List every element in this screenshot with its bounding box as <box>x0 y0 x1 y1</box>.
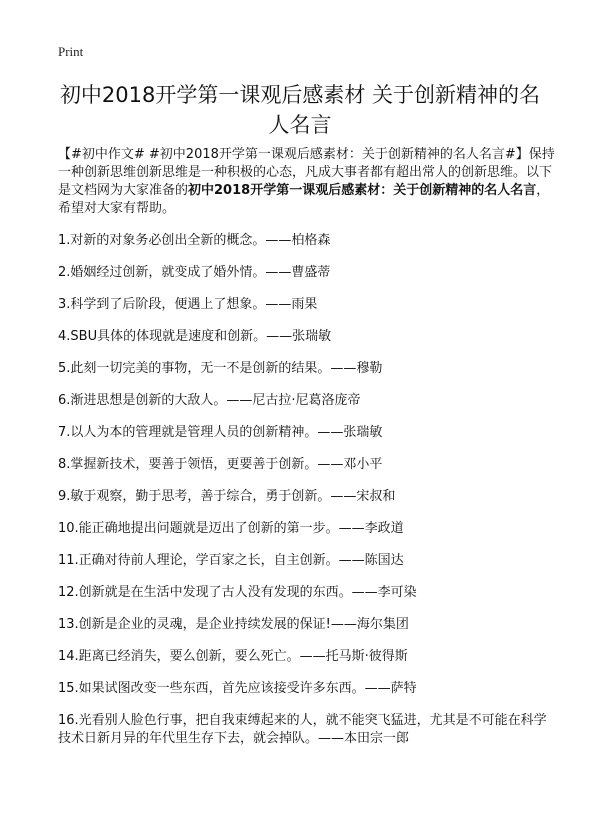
quote-item: 3.科学到了后阶段，便遇上了想象。——雨果 <box>58 297 318 312</box>
quote-item: 7.以人为本的管理就是管理人员的创新精神。——张瑞敏 <box>58 425 383 440</box>
intro-bold-text: 初中2018开学第一课观后感素材：关于创新精神的名人名言 <box>188 183 537 198</box>
quote-item: 14.距离已经消失，要么创新，要么死亡。——托马斯·彼得斯 <box>58 649 408 664</box>
quote-item: 10.能正确地提出问题就是迈出了创新的第一步。——李政道 <box>58 521 404 536</box>
intro-text-end: ，希望对大家有帮助。 <box>58 183 550 216</box>
quote-item: 1.对新的对象务必创出全新的概念。——柏格森 <box>58 233 331 248</box>
quote-item: 6.渐进思想是创新的大敌人。——尼古拉·尼葛洛庞帝 <box>58 393 361 408</box>
quote-item: 13.创新是企业的灵魂，是企业持续发展的保证!——海尔集团 <box>58 617 409 632</box>
quote-item: 2.婚姻经过创新，就变成了婚外情。——曹盛蒂 <box>58 265 331 280</box>
page-title: 初中2018开学第一课观后感素材 关于创新精神的名人名言 <box>59 83 541 137</box>
quote-item: 9.敏于观察，勤于思考，善于综合，勇于创新。——宋叔和 <box>58 489 396 504</box>
quote-item: 15.如果试图改变一些东西，首先应该接受许多东西。——萨特 <box>58 681 417 696</box>
quote-item: 11.正确对待前人理论，学百家之长，自主创新。——陈国达 <box>58 553 404 568</box>
intro-paragraph <box>58 146 558 218</box>
intro-text: 【#初中作文# #初中2018开学第一课观后感素材：关于创新精神的名人名言#】保持一种创新思维创新思维是一种积极的心态，凡成大事者都有超出常人的创新思维。以下是文档网为大家准备的 <box>58 147 555 198</box>
quote-item: 4.SBU具体的体现就是速度和创新。——张瑞敏 <box>58 329 332 344</box>
print-link[interactable]: Print <box>58 44 84 59</box>
quote-item: 5.此刻一切完美的事物，无一不是创新的结果。——穆勒 <box>58 361 383 376</box>
quote-item: 12.创新就是在生活中发现了古人没有发现的东西。——李可染 <box>58 585 417 600</box>
quote-item: 8.掌握新技术，要善于领悟，更要善于创新。——邓小平 <box>58 457 383 472</box>
quote-item: 16.光看别人脸色行事，把自我束缚起来的人，就不能突飞猛进，尤其是不可能在科学技术日新月异的年代里生存下去，就会掉队。——本田宗一郎 <box>58 713 547 746</box>
